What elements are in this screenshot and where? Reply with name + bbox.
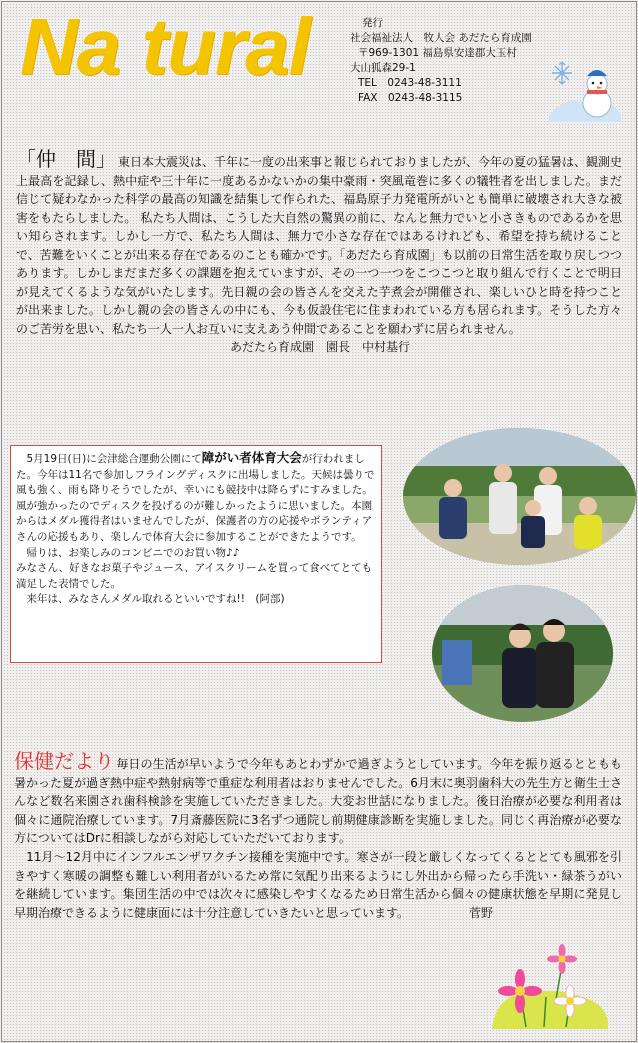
article-main-heading: 「仲 間」 (16, 147, 116, 171)
article-main-paragraph (16, 147, 623, 338)
health-news-heading: 保健だより (14, 749, 115, 773)
sports-day-shopping: 帰りは、お楽しみのコンビニでのお買い物♪♪ (26, 546, 240, 559)
health-news (14, 749, 623, 922)
snowman-illustration (545, 56, 623, 122)
health-news-para1: 毎日の生活が早いようで今年もあとわずかで過ぎようとしています。今年を振り返るとともも暑かった夏が過ぎ熱中症や熱射病等で重症な利用者はおりませんでした。6月末に奥羽歯科大の先生方と衛生士さんなど数名来園され歯科検診を実施していただきました。大変お世話になりました。後日治療が必要な利用者は個々に通院治療しています。7月斎藤医院に3名ずつ通院し前期健康診断を実施しました。同じく再治療が必要な方についてはDrに相談しながら対応していただいております。 (14, 757, 623, 846)
article-main (16, 147, 623, 357)
cosmos-flowers-illustration (486, 943, 616, 1033)
health-news-author: 菅野 (469, 905, 494, 920)
publisher-org: 社会福祉法人 牧人会 あだたら育成園 (350, 32, 532, 44)
health-news-para2: 11月～12月中にインフルエンザワクチン接種を実施中です。寒さが一段と厳しくなってくるととても風邪を引きやすく寒暖の調整も難しい利用者がいるため常に気配り出来るようにし外出から帰ったら手洗い・緑茶うがいを継続しています。集団生活の中では次々に感染しやすくなるため日常生活から個々の健康状態を早期に発見し早期治療できるように健康面には十分注意していきたいと思っています。 (14, 849, 622, 920)
sports-day-shopping-line (16, 546, 376, 562)
sports-day-event-name: 障がい者体育大会 (201, 450, 302, 465)
publisher-info (350, 16, 532, 106)
publisher-fax: FAX 0243-48-3115 (358, 92, 463, 104)
newsletter-title: Na tural (20, 2, 310, 91)
publisher-label: 発行 (362, 17, 383, 29)
sports-day-box (10, 445, 382, 663)
sports-day-group-photo (403, 428, 636, 565)
sports-day-body: 今年は11名で参加しフライングディスクに出場しました。天候は曇りで風も強く、雨も降りそうでしたが、幸いにも競技中は降らずにすみました。風が強かったのでディスクを投げるのが難しかったように思いました。本園からはメダル獲得者はいませんでしたが、保護者の方の応援やボランティアさんの応援もあり、楽しんで体育大会に参加することができたようです。 (16, 468, 375, 543)
sports-day-snacks: みなさん、好きなお菓子やジュース、アイスクリームを買って食べてとても満足した表情でした。 (16, 562, 373, 590)
article-main-signature: あだたら育成園 園長 中村基行 (229, 340, 410, 354)
publisher-address: 大山狐森29-1 (350, 62, 416, 74)
sports-day-intro-text: 5月19日(日)に会津総合運動公園にて (26, 453, 202, 465)
sports-day-intro-end: が行われました。 (16, 453, 365, 481)
publisher-postal: 〒969-1301 福島県安達郡大玉村 (358, 47, 517, 59)
sports-day-pair-photo (432, 585, 613, 722)
sports-day-closing-line (16, 592, 376, 608)
sports-day-intro (16, 450, 376, 546)
article-main-body: 東日本大震災は、千年に一度の出来事と報じられておりましたが、今年の夏の猛暑は、観測史上最高を記録し、熱中症や三十年に一度あるかないかの集中豪雨・突風竜巻に多くの犠牲者を出しました。まだ信じて疑わなかった科学の最高の知識を結集して作られた、福島原子力発電所がいとも簡単に破壊され大きな被害をもたらしました。 私たち人間は、こうした大自然の驚異の前に、なんと無力でいと小さきものであるかを思い知らされます。しかし一方で、私たち人間は、無力で小さな存在ではあるけれども、希望を持ち続けることで、苦難をいくことが出来る存在であるのことも確かです。「あだたら育成園」も以前の日常生活を取り戻しつつあります。しかしまだまだ多くの課題を抱えていますが、その一つ一つをこつこつと取り組んで行くことで明日が見えてくるような気がいたします。先日親の会の皆さんを交えた芋煮会が開催され、楽しいひと時を持つことが出来ました。しかし親の会の皆さんの中にも、今も仮設住宅に住まわれている方も居られます。そうした方々のご苦労を思い、私たち一人一人お互いに支えあう仲間であることを願わずに居られません。 (16, 155, 623, 336)
health-news-para1-block (14, 749, 623, 848)
publisher-tel: TEL 0243-48-3111 (358, 77, 462, 89)
health-news-para2-block (14, 848, 622, 922)
sports-day-closing: 来年は、みなさんメダル取れるといいですね!! (阿部) (26, 593, 285, 606)
